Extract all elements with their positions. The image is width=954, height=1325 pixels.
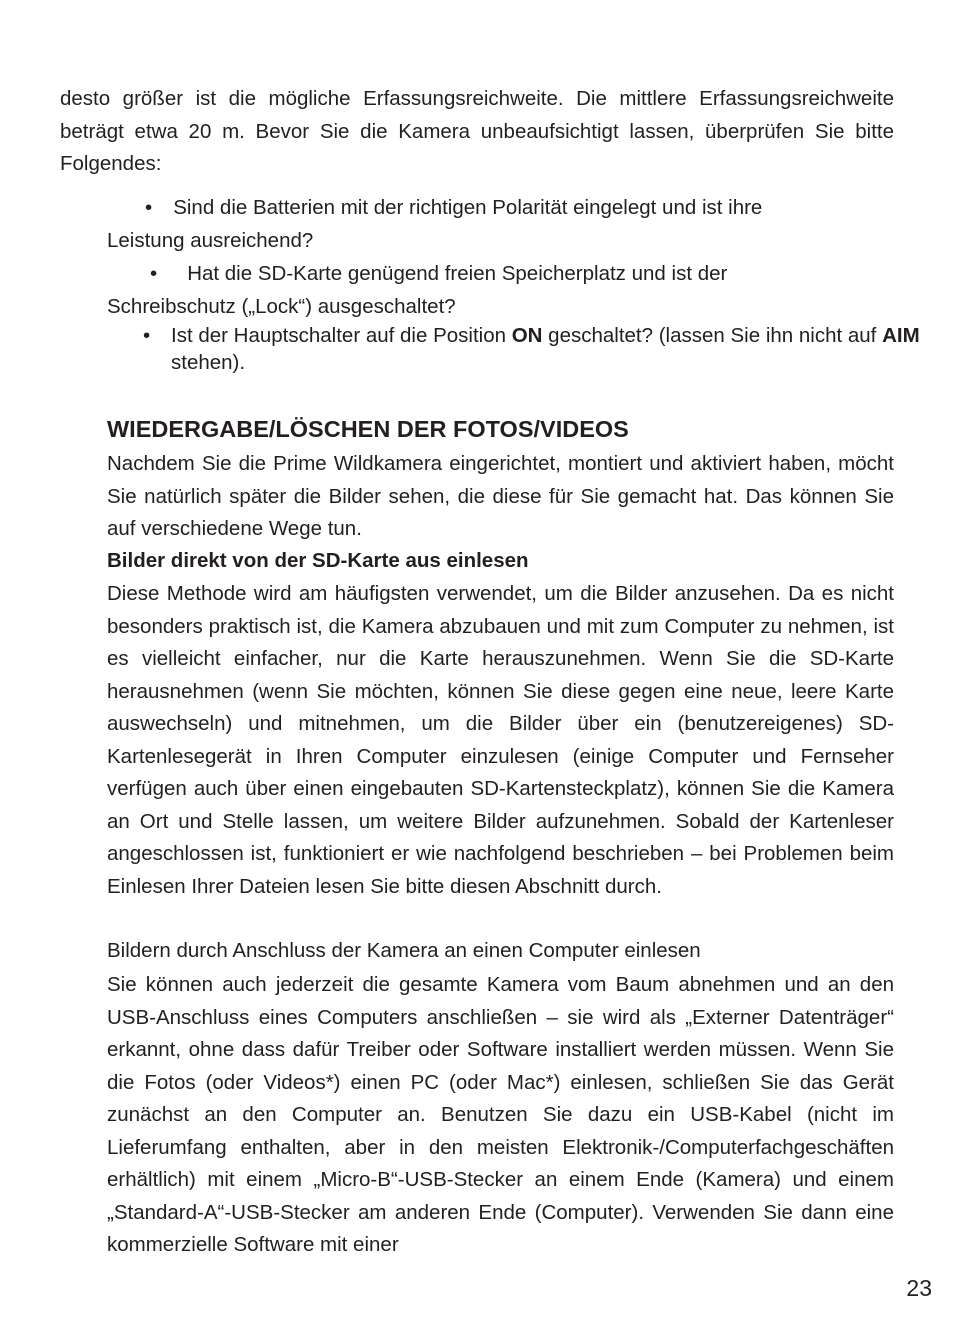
checklist-item-continuation: Schreibschutz („Lock“) ausgeschaltet?: [107, 294, 456, 318]
computer-paragraph: Sie können auch jederzeit die gesamte Kamera vom Baum abnehmen und an den USB-Anschluss eines Computers anschließen – sie wird als „Externer Datenträger“ erkannt, ohne dass dafür Treiber oder Software installiert werden müssen. Wenn Sie die Fotos (oder Videos*) einen PC (oder Mac*) einlesen, schließen Sie das Gerät zunächst an den Computer an. Benutzen Sie dazu ein USB-Kabel (nicht im Lieferumfang enthalten, aber in den meisten Elektronik-/Computerfachgeschäften erhältlich) mit einem „Micro-B“-USB-Stecker an einem Ende (Kamera) und einem „Standard-A“-USB-Stecker am anderen Ende (Computer). Verwenden Sie dann eine kommerzielle Software mit einer: [107, 973, 894, 1256]
checklist-item-text: Hat die SD-Karte genügend freien Speicherplatz und ist der: [187, 262, 728, 285]
bullet-icon: •: [143, 324, 151, 347]
switch-position-on: ON: [511, 324, 543, 347]
checklist-item-text: geschaltet? (lassen Sie ihn nicht auf: [542, 324, 883, 347]
subheading-sd-card: Bilder direkt von der SD-Karte aus einlesen: [107, 549, 529, 572]
checklist-item-first-line: [107, 192, 927, 225]
checklist-item-first-line: [107, 258, 927, 291]
bullet-icon: •: [150, 262, 158, 285]
checklist-item-text: Ist der Hauptschalter auf die Position: [171, 324, 512, 347]
section-heading: WIEDERGABE/LÖSCHEN DER FOTOS/VIDEOS: [107, 416, 629, 442]
checklist-item-body: [107, 322, 927, 376]
page-number: 23: [906, 1275, 932, 1301]
section-intro-paragraph: Nachdem Sie die Prime Wildkamera eingerichtet, montiert und aktiviert haben, möcht Sie natürlich später die Bilder sehen, die diese für Sie gemacht hat. Das können Sie auf verschiedene Wege tun.: [107, 452, 894, 540]
intro-paragraph: desto größer ist die mögliche Erfassungsreichweite. Die mittlere Erfassungsreichweite beträgt etwa 20 m. Bevor Sie die Kamera unbeaufsichtigt lassen, überprüfen Sie bitte Folgendes:: [60, 87, 894, 175]
checklist-item-continuation: Leistung ausreichend?: [107, 228, 314, 252]
checklist-item-sd-card: [107, 258, 927, 323]
switch-position-aim: AIM: [882, 324, 920, 347]
checklist-item-batteries: [107, 192, 927, 257]
checklist-item-text: stehen).: [171, 351, 246, 374]
checklist-item-main-switch: [107, 322, 927, 376]
sd-card-paragraph: Diese Methode wird am häufigsten verwendet, um die Bilder anzusehen. Da es nicht besonders praktisch ist, die Kamera abzubauen und mit zum Computer zu nehmen, ist es vielleicht einfacher, nur die Karte herauszunehmen. Wenn Sie die SD-Karte herausnehmen (wenn Sie möchten, können Sie diese gegen eine neue, leere Karte auswechseln) und mitnehmen, um die Bilder über ein (benutzereigenes) SD-Kartenlesegerät in Ihren Computer einzulesen (einige Computer und Fernseher verfügen auch über einen eingebauten SD-Kartensteckplatz), können Sie die Kamera an Ort und Stelle lassen, um weitere Bilder aufzunehmen. Sobald der Kartenleser angeschlossen ist, funktioniert er wie nachfolgend beschrieben – bei Problemen beim Einlesen Ihrer Dateien lesen Sie bitte diesen Abschnitt durch.: [107, 582, 894, 898]
checklist-item-text: Sind die Batterien mit der richtigen Polarität eingelegt und ist ihre: [173, 196, 763, 219]
bullet-icon: •: [145, 196, 153, 219]
subheading-computer: Bildern durch Anschluss der Kamera an einen Computer einlesen: [107, 939, 701, 962]
